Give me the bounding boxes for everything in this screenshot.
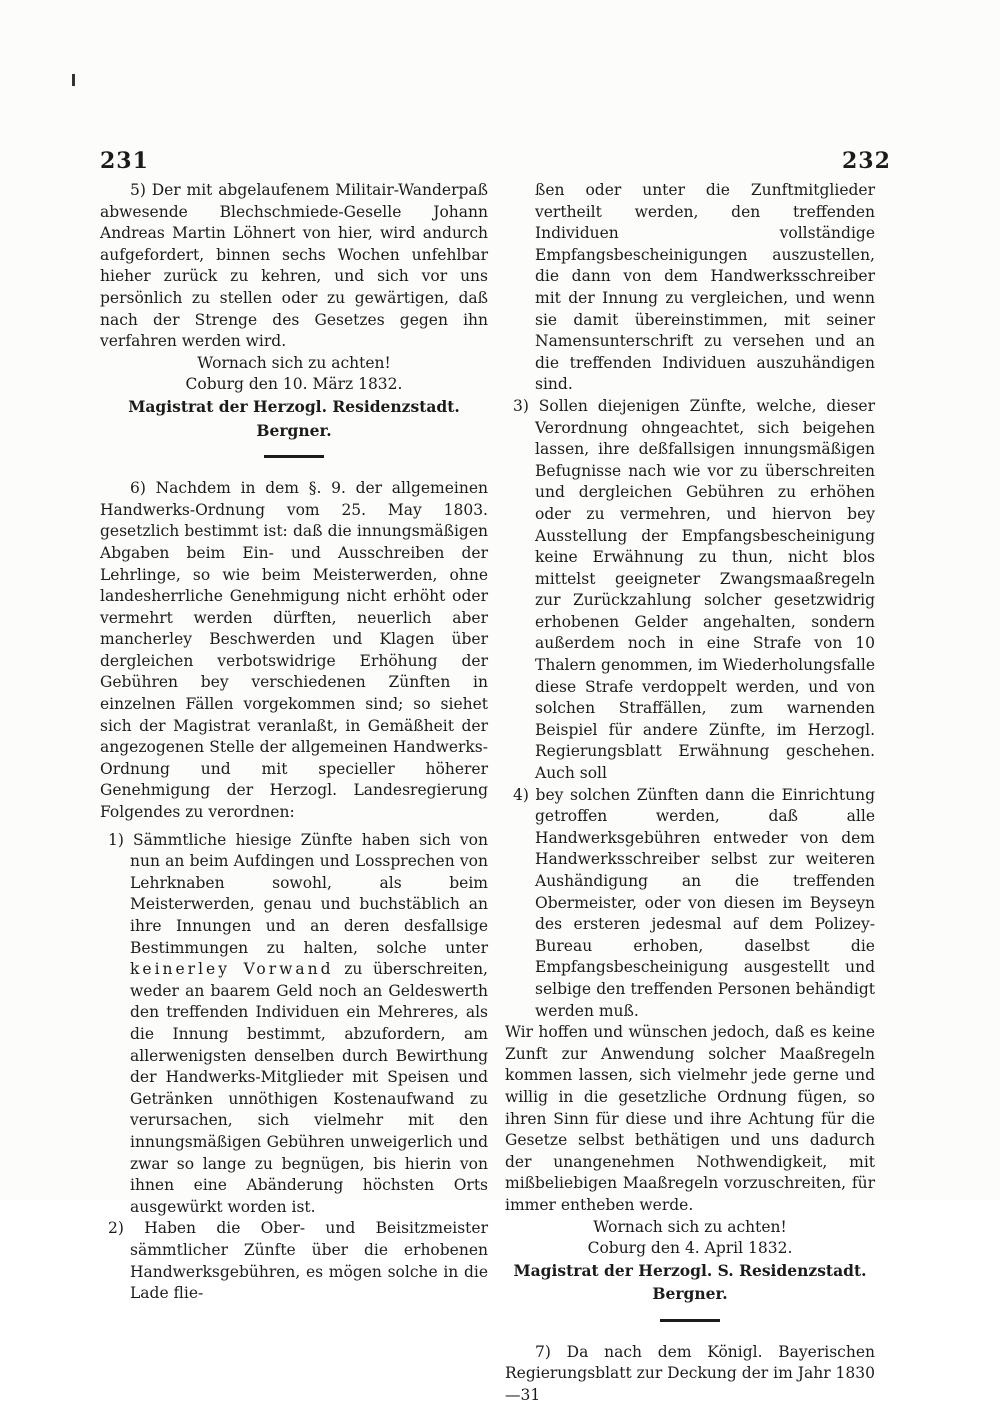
item-1-emphasis: keinerley Vorwand — [130, 960, 334, 979]
notice-6-signature: Bergner. — [652, 1284, 728, 1304]
notice-6-intro: 6) Nachdem in dem §. 9. der allgemeinen Handwerks-Ordnung vom 25. May 1803. gesetzlich bestimmt ist: daß die innungsmäßigen Abgaben beim Ein- und Ausschreiben der Lehrlinge, so wie beim Meisterwerden, ohne landesherrliche Genehmigung nicht erhöht oder vermehrt werden dürften, neuerlich aber mancherley Beschwerden und Klagen über dergleichen verbotswidrige Erhöhung der Gebühren bey verschiedenen Zünften in einzelnen Fällen vorgekommen sind; so siehet sich der Magistrat veranlaßt, in Gemäßheit der angezogenen Stelle der allgemeinen Handwerks-Ordnung und mit specieller höherer Genehmigung der Herzogl. Landesregierung Folgendes zu verordnen: — [100, 479, 488, 822]
page-number-left: 231 — [100, 148, 149, 174]
right-column — [505, 180, 875, 1405]
notice-6-authority: Magistrat der Herzogl. S. Residenzstadt. — [513, 1260, 867, 1280]
notice-6-item-1 — [100, 830, 488, 1219]
notice-5-closing: Wornach sich zu achten! — [197, 353, 391, 372]
section-divider — [660, 1319, 720, 1322]
page-number-right: 232 — [842, 148, 891, 174]
notice-6-conclusion: Wir hoffen und wünschen jedoch, daß es keine Zunft zur Anwendung solcher Maaßregeln kommen lassen, sich vielmehr jede gerne und willig in die gesetzliche Ordnung fügen, so ihren Sinn für diese und ihre Achtung für die Gesetze selbst bethätigen und uns dadurch der unangenehmen Nothwendigkeit, mit mißbeliebigen Maaßregeln vorzuschreiten, für immer entheben werde. — [505, 1023, 875, 1214]
notice-5-date: Coburg den 10. März 1832. — [185, 375, 403, 394]
notice-6-item-4: 4) bey solchen Zünften dann die Einrichtung getroffen werden, daß alle Handwerksgebühren entweder von dem Handwerksschreiber selbst zur weiteren Aushändigung an die treffenden Obermeister, oder von diesen im Beyseyn des ersteren jedesmal auf dem Polizey-Bureau erhoben, daselbst die Empfangsbescheinigung ausgestellt und selbige den treffenden Personen behändigt werden muß. — [513, 785, 875, 1020]
notice-5-text: 5) Der mit abgelaufenem Militair-Wanderpaß abwesende Blechschmiede-Geselle Johann Andreas Martin Löhnert von hier, wird andurch aufgefordert, binnen sechs Wochen unfehlbar hieher zurück zu kehren, und sich vor uns persönlich zu stellen oder zu gewärtigen, daß nach der Strenge des Gesetzes gegen ihn verfahren werden wird. — [100, 181, 488, 351]
notice-6-item-2-cont: ßen oder unter die Zunftmitglieder vertheilt werden, den treffenden Individuen vollständige Empfangsbescheinigungen auszustellen, die dann von dem Handwerksschreiber mit der Innung zu vergleichen, und wenn sie damit übereinstimmen, mit seiner Namensunterschrift zu versehen und an die treffenden Individuen auszuhändigen sind. — [535, 181, 875, 394]
left-column — [100, 180, 488, 1303]
notice-6-item-3: 3) Sollen diejenigen Zünfte, welche, dieser Verordnung ohngeachtet, sich beigehen lassen, ihre deßfallsigen innungsmäßigen Befugnisse nach wie vor zu überschreiten und dergleichen Gebühren zu erhöhen oder zu vermehren, und hiervon bey Ausstellung der Empfangsbescheinigung keine Erwähnung zu thun, nicht blos mittelst geeigneter Zwangsmaaßregeln zur Zurückzahlung solcher gesetzwidrig erhobenen Gelder angehalten, sondern außerdem noch in eine Strafe von 10 Thalern genommen, im Wiederholungsfalle diese Strafe verdoppelt werden, und von solchen Straffällen, zum warnenden Beispiel für andere Zünfte, im Herzogl. Regierungsblatt Erwähnung geschehen. Auch soll — [513, 396, 875, 783]
section-divider — [264, 455, 324, 458]
item-1-text-a: 1) Sämmtliche hiesige Zünfte haben sich von nun an beim Aufdingen und Lossprechen von Lehrknaben sowohl, als beim Meisterwerden, genau und buchstäblich an ihre Innungen und an deren desfallsige Bestimmungen zu halten, solche unter — [108, 830, 488, 957]
notice-6-item-2-start: 2) Haben die Ober- und Beisitzmeister sämmtlicher Zünfte über die erhobenen Handwerksgebühren, es mögen solche in die Lade flie- — [108, 1219, 488, 1303]
notice-6-closing: Wornach sich zu achten! — [593, 1217, 787, 1236]
notice-5-authority: Magistrat der Herzogl. Residenzstadt. — [128, 396, 460, 416]
item-1-text-b: zu überschreiten, weder an baarem Geld noch an Geldeswerth den treffenden Individuen ein Mehreres, als die Innung bestimmt, abzufordern, am allerwenigsten denselben durch Bewirthung der Handwerks-Mitglieder mit Speisen und Getränken unnöthigen Kostenaufwand zu verursachen, sich vielmehr mit den innungsmäßigen Gebühren unweigerlich und zwar so lange zu begnügen, bis hierin von ihnen eine Abänderung höchsten Orts ausgewürkt worden ist. — [130, 960, 488, 1216]
notice-7-start: 7) Da nach dem Königl. Bayerischen Regierungsblatt zur Deckung der im Jahr 1830—31 — [505, 1342, 875, 1405]
notice-6-date: Coburg den 4. April 1832. — [587, 1239, 793, 1258]
notice-5-signature: Bergner. — [256, 420, 332, 440]
margin-mark — [72, 74, 75, 86]
